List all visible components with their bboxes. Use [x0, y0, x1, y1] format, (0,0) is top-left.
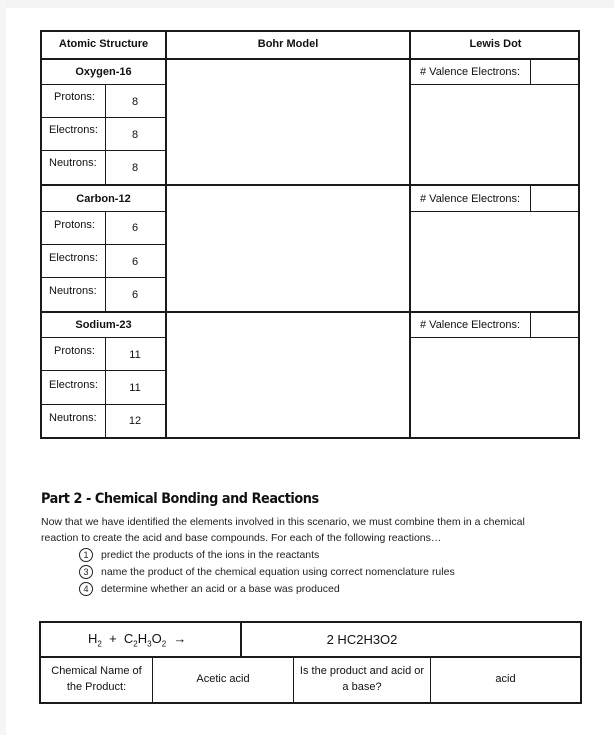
table-divider: [409, 337, 580, 338]
step-text: determine whether an acid or a base was produced: [101, 582, 340, 595]
electrons-value: 6: [131, 256, 139, 268]
header-bohr-model: Bohr Model: [257, 38, 319, 50]
table-divider: [105, 211, 106, 311]
table-divider: [40, 277, 167, 278]
element-name: Oxygen-16: [75, 66, 132, 78]
step-item: [79, 565, 455, 579]
plus-sign: +: [109, 631, 117, 646]
table-divider: [530, 186, 531, 211]
page-edge-left: [0, 0, 6, 735]
name-label-line1: Chemical Name of: [51, 665, 142, 677]
table-divider: [409, 84, 580, 85]
formula-part: H: [88, 631, 98, 646]
reaction-arrow-icon: →: [173, 631, 187, 646]
header-atomic-structure: Atomic Structure: [58, 38, 149, 50]
electrons-label: Electrons:: [49, 379, 98, 391]
table-divider: [409, 30, 411, 439]
table-divider: [40, 337, 167, 338]
electrons-label: Electrons:: [49, 252, 98, 264]
step-item: [79, 582, 340, 596]
step-number-icon: 4: [79, 582, 93, 596]
formula-part: H: [137, 631, 148, 646]
protons-value: 6: [131, 222, 139, 234]
formula-part: C: [123, 631, 134, 646]
table-divider: [40, 370, 167, 371]
type-value: acid: [495, 673, 516, 685]
electrons-value: 8: [131, 129, 139, 141]
valence-label: # Valence Electrons:: [420, 193, 521, 205]
neutrons-value: 12: [128, 415, 142, 427]
formula-subscript: 2: [133, 639, 138, 649]
table-divider: [409, 211, 580, 212]
table-divider: [40, 311, 580, 313]
neutrons-label: Neutrons:: [49, 157, 97, 169]
table-divider: [40, 211, 167, 212]
protons-label: Protons:: [54, 345, 95, 357]
protons-value: 8: [131, 96, 139, 108]
step-item: [79, 548, 319, 562]
reaction-equation: [88, 631, 186, 649]
table-divider: [530, 313, 531, 337]
page-edge-top: [0, 0, 614, 8]
reaction-product: 2 HC2H3O2: [326, 632, 398, 647]
neutrons-label: Neutrons:: [49, 412, 97, 424]
table-divider: [40, 58, 580, 60]
atomic-structure-table: [40, 30, 580, 439]
table-divider: [40, 184, 580, 186]
step-number-icon: 3: [79, 565, 93, 579]
valence-label: # Valence Electrons:: [420, 319, 521, 331]
part2-title: Part 2 - Chemical Bonding and Reactions: [41, 491, 319, 507]
table-divider: [40, 117, 167, 118]
type-label-line1: Is the product and acid or: [299, 665, 425, 677]
formula-subscript: 2: [161, 639, 167, 649]
element-name: Sodium-23: [75, 319, 132, 331]
table-divider: [530, 60, 531, 84]
table-divider: [40, 404, 167, 405]
protons-label: Protons:: [54, 91, 95, 103]
neutrons-label: Neutrons:: [49, 285, 97, 297]
intro-line-2: reaction to create the acid and base compounds. For each of the following reactions…: [41, 532, 442, 544]
table-divider: [105, 84, 106, 184]
step-text: name the product of the chemical equation using correct nomenclature rules: [101, 565, 455, 578]
step-text: predict the products of the ions in the reactants: [101, 548, 320, 561]
neutrons-value: 6: [131, 289, 139, 301]
element-name: Carbon-12: [76, 193, 131, 205]
formula-subscript: 2: [97, 639, 102, 649]
table-divider: [40, 150, 167, 151]
step-number-icon: 1: [79, 548, 93, 562]
name-label-line2: the Product:: [66, 681, 127, 693]
table-divider: [105, 337, 106, 439]
intro-line-1: Now that we have identified the elements involved in this scenario, we must combine them in a chemical: [41, 516, 525, 528]
formula-subscript: 3: [147, 639, 152, 649]
protons-label: Protons:: [54, 219, 95, 231]
table-divider: [39, 656, 582, 658]
neutrons-value: 8: [131, 162, 139, 174]
table-divider: [40, 244, 167, 245]
electrons-value: 11: [129, 382, 141, 394]
type-label-line2: a base?: [342, 681, 382, 693]
formula-part: O: [151, 631, 162, 646]
table-divider: [293, 656, 294, 704]
protons-value: 11: [129, 349, 141, 361]
table-divider: [40, 84, 167, 85]
name-value: Acetic acid: [196, 673, 250, 685]
table-divider: [165, 30, 167, 439]
valence-label: # Valence Electrons:: [420, 66, 521, 78]
header-lewis-dot: Lewis Dot: [469, 38, 522, 50]
electrons-label: Electrons:: [49, 124, 98, 136]
